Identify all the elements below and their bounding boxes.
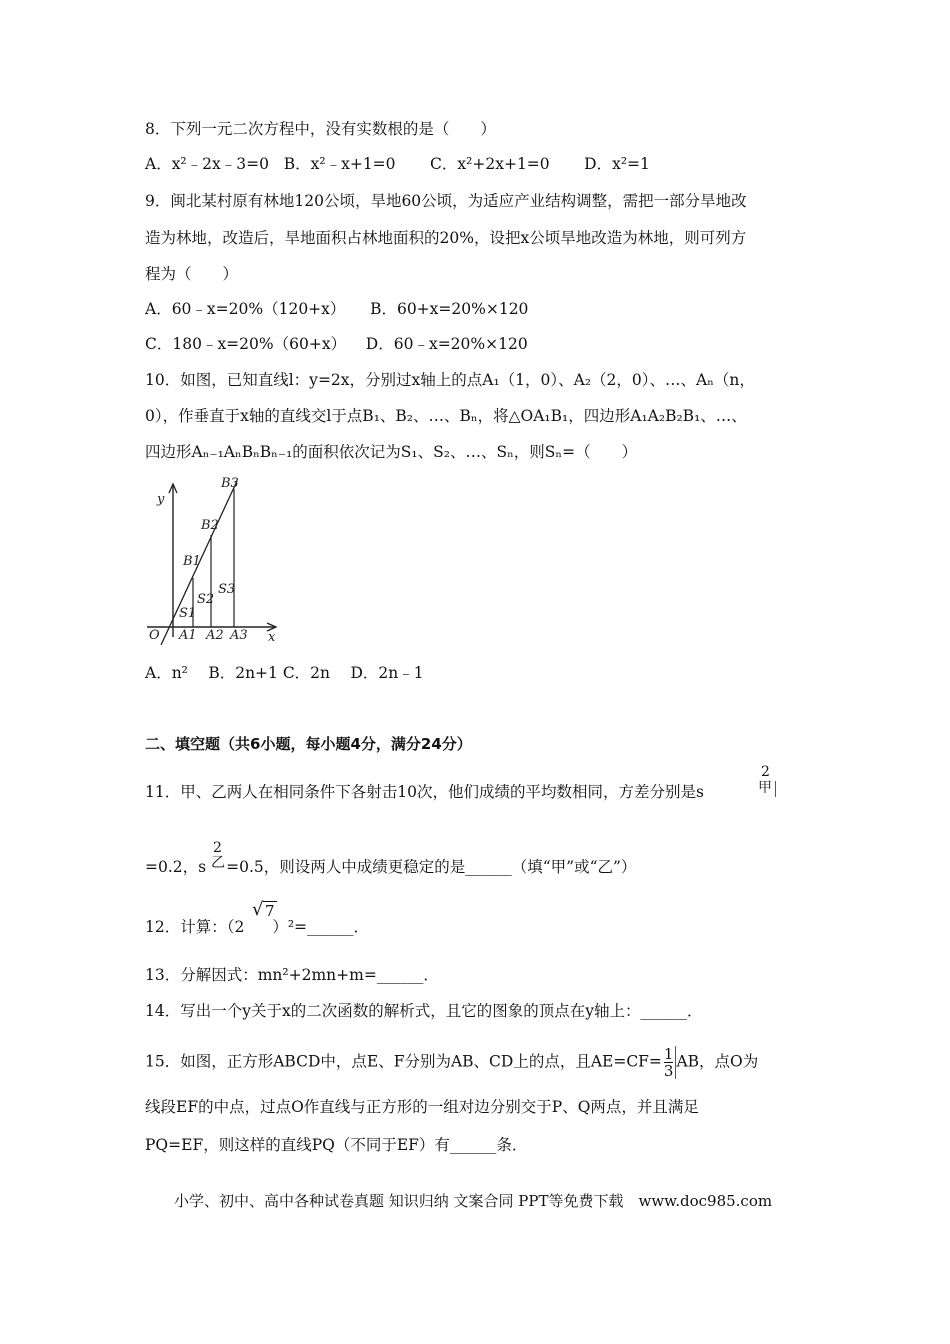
q11-sup1: 2 (761, 764, 770, 780)
a2-label: A2 (206, 628, 224, 643)
q9-option-c: C．180﹣x=20%（60+x） (145, 335, 347, 353)
q15-line3: PQ=EF，则这样的直线PQ（不同于EF）有______条． (145, 1136, 528, 1154)
q15-line1a: 15．如图，正方形ABCD中，点E、F分别为AB、CD上的点，且AE=CF= (145, 1052, 662, 1071)
q11-line2a: =0.2，s (145, 858, 207, 876)
q10-line1: 10．如图，已知直线l：y=2x，分别过x轴上的点A₁（1，0）、A₂（2，0）、…、Aₙ（n， (145, 371, 755, 389)
q15-frac-den: 3 (663, 1062, 674, 1080)
origin-label: O (149, 628, 160, 643)
q8-option-b: B．x²﹣x+1=0 (283, 155, 396, 173)
s2-label: S2 (197, 592, 215, 607)
q11-sub2: 乙 (211, 855, 225, 871)
a1-label: A1 (179, 628, 197, 643)
q12-text-b: ）²=______． (272, 918, 370, 936)
q9-options-cd (145, 333, 528, 355)
q9-option-a: A．60﹣x=20%（120+x） (145, 300, 346, 318)
q15-line1b: AB，点O为 (676, 1052, 759, 1071)
q10-figure (145, 475, 280, 645)
x-label: x (268, 630, 276, 645)
q11-line2b: =0.5，则设两人中成绩更稳定的是______（填“甲”或“乙”） (226, 858, 637, 876)
section-2-heading: 二、填空题（共6小题，每小题4分，满分24分） (145, 735, 472, 753)
q8-option-c: C．x²+2x+1=0 (430, 155, 550, 173)
page-footer: 小学、初中、高中各种试卷真题 知识归纳 文案合同 PPT等免费下载 www.doc985.com (174, 1192, 773, 1210)
q12-radical-sign: √ (252, 899, 264, 920)
q8-stem: 8．下列一元二次方程中，没有实数根的是（ ） (145, 120, 496, 138)
q12-radicand: 7 (265, 902, 275, 920)
q15-fraction (662, 1046, 677, 1079)
q9-option-d: D．60﹣x=20%×120 (365, 335, 528, 353)
s3-label: S3 (218, 582, 236, 597)
q8-option-a: A．x²﹣2x﹣3=0 (145, 155, 269, 173)
q8-options (145, 153, 650, 175)
a3-label: A3 (230, 628, 248, 643)
b3-label: B3 (221, 476, 239, 491)
q15-line1 (145, 1046, 758, 1079)
q10-line3: 四边形Aₙ₋₁AₙBₙBₙ₋₁的面积依次记为S₁、S₂、…、Sₙ，则Sₙ=（ ） (145, 443, 638, 461)
q15-frac-num: 1 (663, 1045, 674, 1063)
q9-line2: 造为林地，改造后，旱地面积占林地面积的20%，设把x公顷旱地改造为林地，则可列方 (145, 229, 747, 247)
q11-sub1: 甲 (758, 781, 776, 797)
b1-label: B1 (183, 554, 201, 569)
q9-option-b: B．60+x=20%×120 (370, 300, 529, 318)
q12-text-a: 12．计算：（2 (145, 918, 245, 936)
q9-line1: 9．闽北某村原有林地120公顷，旱地60公顷，为适应产业结构调整，需把一部分旱地改 (145, 192, 747, 210)
q8-option-d: D．x²=1 (584, 155, 650, 173)
y-label: y (157, 492, 165, 507)
s1-label: S1 (179, 606, 197, 621)
q11-line1-text: 11．甲、乙两人在相同条件下各射击10次，他们成绩的平均数相同，方差分别是s (145, 783, 704, 801)
q14-line: 14．写出一个y关于x的二次函数的解析式，且它的图象的顶点在y轴上：______． (145, 1002, 703, 1020)
q11-sup2: 2 (213, 840, 222, 856)
b2-label: B2 (201, 518, 219, 533)
q9-line3: 程为（ ） (145, 265, 239, 283)
q9-options-ab (145, 298, 528, 320)
q10-options: A．n² B．2n+1 C．2n D．2n﹣1 (145, 664, 424, 682)
q15-line2: 线段EF的中点，过点O作直线与正方形的一组对边分别交于P、Q两点，并且满足 (145, 1098, 699, 1116)
q13-line: 13．分解因式：mn²+2mn+m=______． (145, 966, 439, 984)
q10-line2: 0），作垂直于x轴的直线交l于点B₁、B₂、…、Bₙ，将△OA₁B₁，四边形A₁A₂B₂B₁、…、 (145, 407, 747, 425)
q11-line1 (145, 781, 704, 803)
